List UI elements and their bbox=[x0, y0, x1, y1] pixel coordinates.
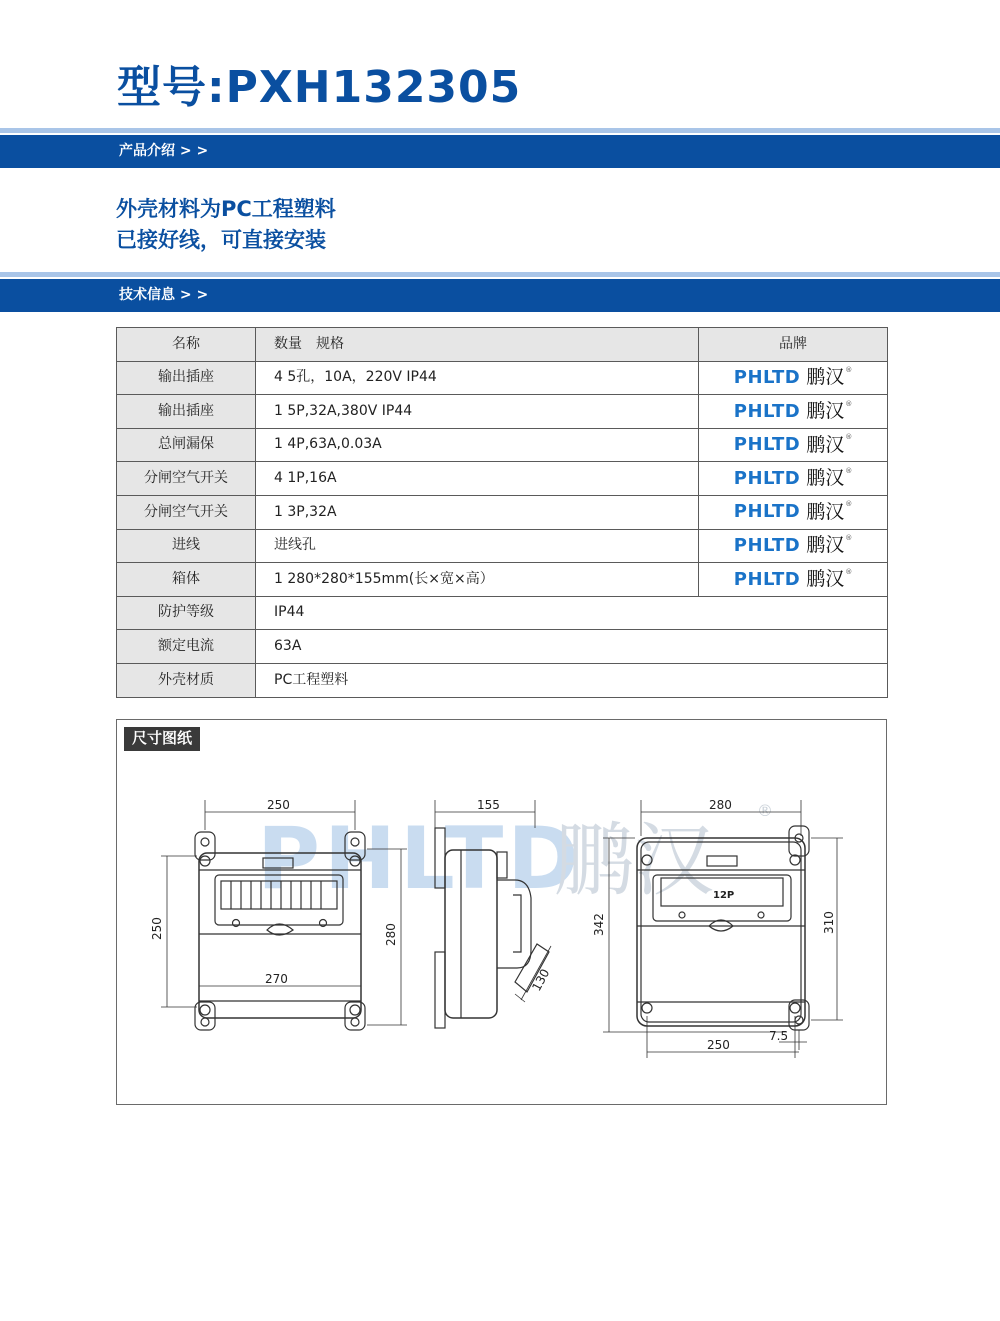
row-brand bbox=[699, 495, 888, 529]
brand-en: PHLTD bbox=[733, 568, 801, 590]
dim-right-bottom: 250 bbox=[707, 1038, 730, 1052]
brand-cn: 鹏汉 bbox=[806, 534, 845, 557]
row-name: 防护等级 bbox=[117, 596, 256, 630]
brand-en: PHLTD bbox=[733, 434, 801, 456]
row-name: 外壳材质 bbox=[117, 663, 256, 697]
header-brand: 品牌 bbox=[699, 328, 888, 362]
brand-en: PHLTD bbox=[733, 366, 801, 388]
dim-front-left: 250 bbox=[150, 917, 164, 940]
row-spec: 63A bbox=[256, 630, 888, 664]
brand-logo bbox=[699, 367, 887, 388]
brand-logo bbox=[699, 435, 887, 456]
row-brand bbox=[699, 462, 888, 496]
row-brand bbox=[699, 395, 888, 429]
row-spec: 1 280*280*155mm(长×宽×高） bbox=[256, 563, 699, 597]
drawing-svg bbox=[117, 720, 888, 1106]
row-name: 分闸空气开关 bbox=[117, 462, 256, 496]
row-name: 输出插座 bbox=[117, 361, 256, 395]
brand-cn: 鹏汉 bbox=[806, 366, 845, 389]
brand-cn: 鹏汉 bbox=[806, 568, 845, 590]
row-name: 进线 bbox=[117, 529, 256, 563]
row-brand bbox=[699, 563, 888, 597]
section-bar-tech bbox=[0, 279, 1000, 312]
row-brand bbox=[699, 529, 888, 563]
section-bar-intro bbox=[0, 135, 1000, 168]
dim-front-top: 250 bbox=[267, 798, 290, 812]
panel-label: 12P bbox=[713, 890, 735, 901]
dim-right-total: 342 bbox=[592, 913, 606, 936]
table-row bbox=[117, 462, 888, 496]
brand-logo bbox=[699, 569, 887, 590]
page-title: 型号:PXH132305 bbox=[117, 62, 522, 113]
header-name: 名称 bbox=[117, 328, 256, 362]
row-spec: PC工程塑料 bbox=[256, 663, 888, 697]
row-brand bbox=[699, 361, 888, 395]
table-row bbox=[117, 495, 888, 529]
table-row bbox=[117, 428, 888, 462]
table-header-row bbox=[117, 328, 888, 362]
row-name: 总闸漏保 bbox=[117, 428, 256, 462]
brand-logo bbox=[699, 535, 887, 556]
brand-logo bbox=[699, 401, 887, 422]
drawing-label: 尺寸图纸 bbox=[124, 727, 200, 751]
brand-cn: 鹏汉 bbox=[806, 433, 845, 456]
brand-en: PHLTD bbox=[733, 534, 801, 556]
table-row bbox=[117, 630, 888, 664]
product-intro bbox=[116, 194, 336, 256]
section-label-tech: 技术信息 > > bbox=[119, 287, 209, 303]
brand-mark: ® bbox=[845, 399, 853, 408]
brand-en: PHLTD bbox=[733, 400, 801, 422]
brand-cn: 鹏汉 bbox=[806, 500, 845, 523]
dim-side-door: 130 bbox=[529, 966, 553, 994]
brand-cn: 鹏汉 bbox=[806, 400, 845, 423]
dim-right-hole: 310 bbox=[822, 911, 836, 934]
row-brand bbox=[699, 428, 888, 462]
section-label-intro: 产品介绍 > > bbox=[119, 143, 209, 159]
watermark-cn: 鹏汉 bbox=[554, 814, 714, 907]
brand-mark: ® bbox=[845, 534, 853, 542]
brand-cn: 鹏汉 bbox=[806, 467, 845, 490]
dim-side-depth: 155 bbox=[477, 798, 500, 812]
table-row bbox=[117, 563, 888, 597]
dim-front-bottom: 270 bbox=[265, 972, 288, 986]
row-spec: 进线孔 bbox=[256, 529, 699, 563]
intro-line: 外壳材料为PC工程塑料 bbox=[116, 197, 336, 221]
row-name: 输出插座 bbox=[117, 395, 256, 429]
watermark-mark: ® bbox=[757, 801, 773, 820]
row-name: 箱体 bbox=[117, 563, 256, 597]
brand-logo bbox=[699, 502, 887, 523]
brand-mark: ® bbox=[845, 433, 853, 442]
row-spec: 4 5孔，10A，220V IP44 bbox=[256, 361, 699, 395]
row-spec: 1 5P,32A,380V IP44 bbox=[256, 395, 699, 429]
intro-line: 已接好线，可直接安装 bbox=[116, 228, 326, 252]
table-row bbox=[117, 663, 888, 697]
brand-mark: ® bbox=[845, 567, 853, 576]
dim-right-offset: 7.5 bbox=[769, 1029, 789, 1043]
brand-mark: ® bbox=[845, 366, 853, 375]
brand-en: PHLTD bbox=[733, 501, 801, 523]
row-name: 额定电流 bbox=[117, 630, 256, 664]
table-row bbox=[117, 395, 888, 429]
table-row bbox=[117, 596, 888, 630]
brand-mark: ® bbox=[845, 500, 853, 509]
row-spec: IP44 bbox=[256, 596, 888, 630]
watermark-en: PHLTD bbox=[257, 809, 583, 909]
brand-en: PHLTD bbox=[733, 467, 801, 489]
header-spec: 数量 规格 bbox=[256, 328, 699, 362]
dimension-drawing bbox=[116, 719, 887, 1105]
section-divider bbox=[0, 128, 1000, 133]
spec-table bbox=[116, 327, 888, 698]
row-name: 分闸空气开关 bbox=[117, 495, 256, 529]
dim-front-right: 280 bbox=[384, 923, 398, 946]
brand-mark: ® bbox=[845, 466, 853, 475]
table-row bbox=[117, 529, 888, 563]
table-row bbox=[117, 361, 888, 395]
row-spec: 4 1P,16A bbox=[256, 462, 699, 496]
row-spec: 1 4P,63A,0.03A bbox=[256, 428, 699, 462]
section-divider bbox=[0, 272, 1000, 277]
brand-logo bbox=[699, 468, 887, 489]
dim-right-top: 280 bbox=[709, 798, 732, 812]
row-spec: 1 3P,32A bbox=[256, 495, 699, 529]
